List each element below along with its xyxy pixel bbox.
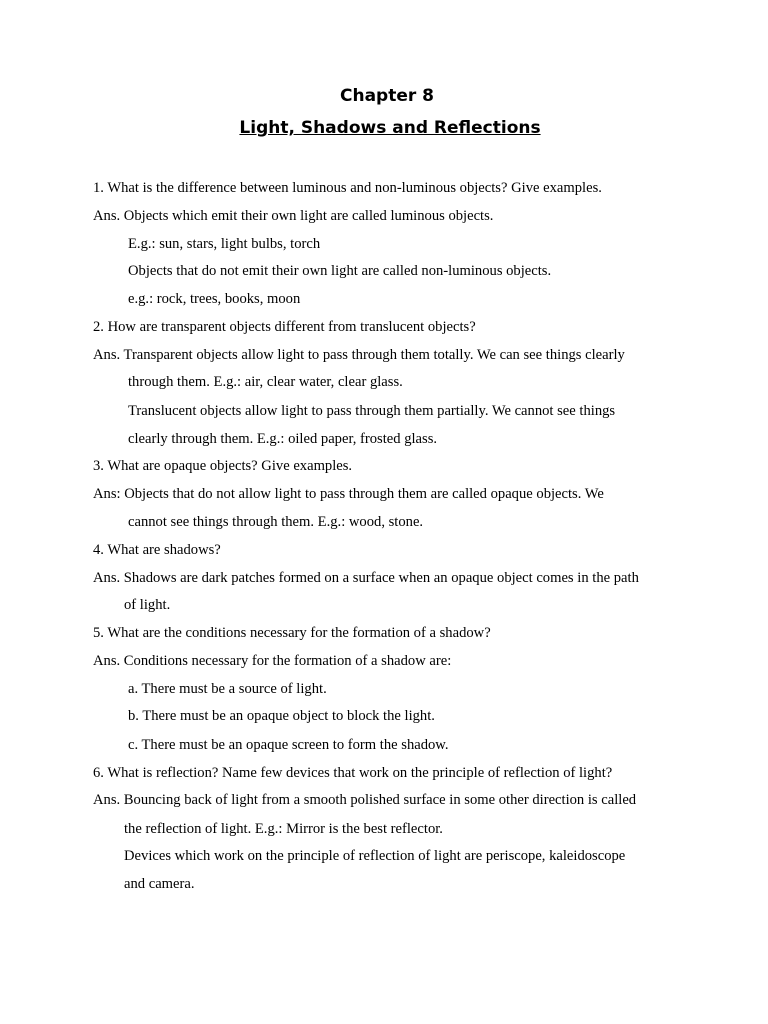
answer-1-line-1: Ans. Objects which emit their own light are called luminous objects. bbox=[93, 208, 494, 224]
question-1: 1. What is the difference between luminous and non-luminous objects? Give examples. bbox=[93, 180, 602, 196]
answer-5-item-a: a. There must be a source of light. bbox=[128, 681, 327, 697]
question-4: 4. What are shadows? bbox=[93, 542, 221, 558]
chapter-heading: Chapter 8 bbox=[339, 86, 434, 106]
answer-6-line-1: Ans. Bouncing back of light from a smooth polished surface in some other direction is called bbox=[93, 792, 637, 808]
answer-5-item-b: b. There must be an opaque object to block the light. bbox=[128, 708, 435, 724]
answer-6-line-3: Devices which work on the principle of reflection of light are periscope, kaleidoscope bbox=[124, 848, 626, 864]
answer-6-line-4: and camera. bbox=[124, 876, 195, 892]
question-2: 2. How are transparent objects different from translucent objects? bbox=[93, 319, 476, 335]
answer-3-line-2: cannot see things through them. E.g.: wood, stone. bbox=[128, 514, 424, 530]
question-5: 5. What are the conditions necessary for the formation of a shadow? bbox=[93, 625, 491, 641]
answer-5-line-1: Ans. Conditions necessary for the formation of a shadow are: bbox=[93, 653, 452, 669]
answer-2-line-2: through them. E.g.: air, clear water, clear glass. bbox=[128, 374, 403, 390]
answer-3-line-1: Ans: Objects that do not allow light to pass through them are called opaque objects. We bbox=[93, 486, 604, 502]
answer-5-item-c: c. There must be an opaque screen to form the shadow. bbox=[128, 737, 449, 753]
chapter-title: Light, Shadows and Reflections bbox=[239, 118, 541, 138]
answer-1-line-3: Objects that do not emit their own light are called non-luminous objects. bbox=[128, 263, 552, 279]
question-6: 6. What is reflection? Name few devices that work on the principle of reflection of light? bbox=[93, 765, 613, 781]
answer-1-line-2: E.g.: sun, stars, light bulbs, torch bbox=[128, 236, 321, 252]
answer-1-line-4: e.g.: rock, trees, books, moon bbox=[128, 291, 301, 307]
answer-4-line-1: Ans. Shadows are dark patches formed on a surface when an opaque object comes in the path bbox=[93, 570, 639, 586]
question-3: 3. What are opaque objects? Give examples. bbox=[93, 458, 353, 474]
answer-2-line-4: clearly through them. E.g.: oiled paper, frosted glass. bbox=[128, 431, 438, 447]
answer-2-line-3: Translucent objects allow light to pass through them partially. We cannot see things bbox=[128, 403, 616, 419]
answer-6-line-2: the reflection of light. E.g.: Mirror is the best reflector. bbox=[124, 821, 443, 837]
answer-2-line-1: Ans. Transparent objects allow light to pass through them totally. We can see things clearly bbox=[93, 347, 625, 363]
answer-4-line-2: of light. bbox=[124, 597, 171, 613]
